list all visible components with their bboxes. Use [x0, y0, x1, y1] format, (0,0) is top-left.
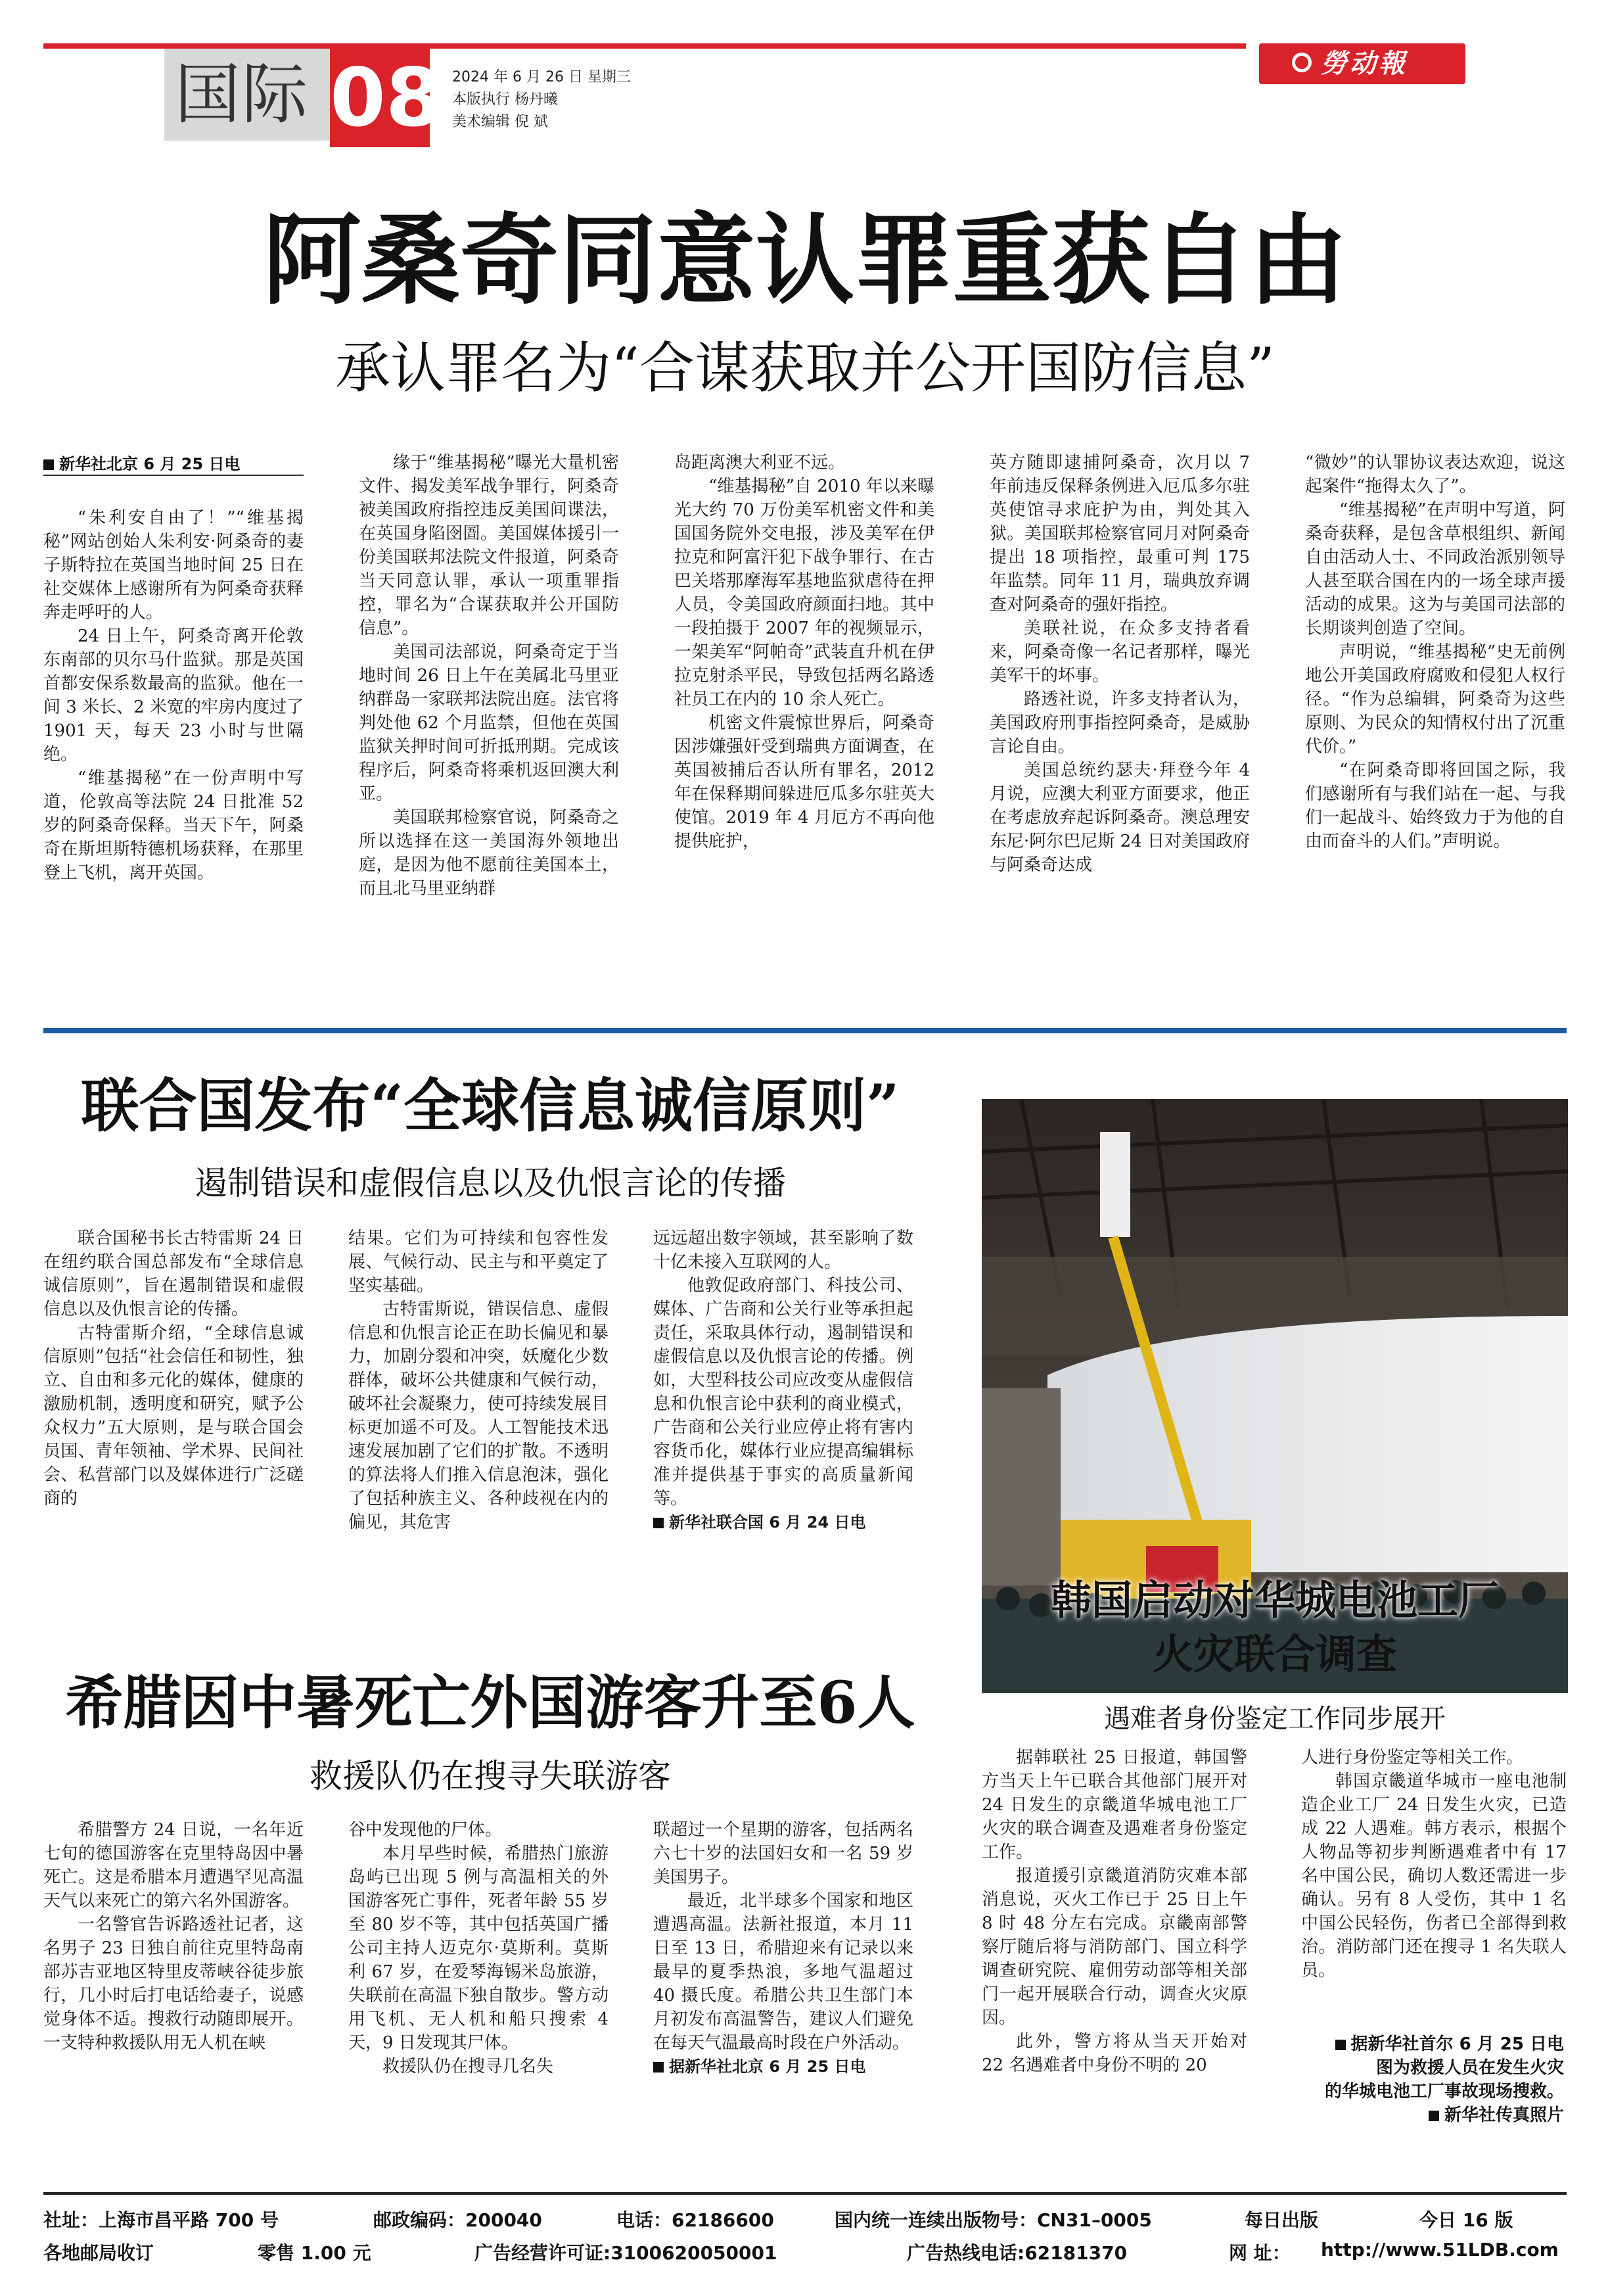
paragraph: 他敦促政府部门、科技公司、媒体、广告商和公关行业等承担起责任，采取具体行动，遏制错误和虚假信息以及仇恨言论的传播。例如，大型科技公司应改变从虚假信息和仇恨言论中获利的商业模式，广告商和公关行业应停止将有害内容货币化，媒体行业应提高编辑标准并提供基于事实的高质量新闻等。 — [653, 1276, 913, 1509]
paragraph: 据韩联社 25 日报道，韩国警方当天上午已联合其他部门展开对 24 日发生的京畿道华城电池工厂火灾的联合调查及遇难者身份鉴定工作。 — [982, 1748, 1247, 1862]
caption-dateline — [1275, 2032, 1564, 2056]
story3-dateline-text: 据新华社北京 6 月 25 日电 — [669, 2057, 866, 2076]
story4-subhead: 遇难者身份鉴定工作同步展开 — [1104, 1704, 1446, 1734]
paragraph: 最近，北半球多个国家和地区遭遇高温。法新社报道，本月 11 日至 13 日，希腊迎来有记录以来最早的夏季热浪，多地气温超过 40 摄氏度。希腊公共卫生部门本月初发布高温警告，建议人们避免在每天气温最高时段在户外活动。 — [653, 1891, 913, 2053]
paragraph: 古特雷斯说，错误信息、虚假信息和仇恨言论正在助长偏见和暴力，加剧分裂和冲突，妖魔化少数群体，破坏公共健康和气候行动，破坏社会凝聚力，使可持续发展目标更加遥不可及。人工智能技术迅速发展加剧了它们的扩散。不透明的算法将人们推入信息泡沫，强化了包括种族主义、各种歧视在内的偏见，其危害 — [348, 1300, 609, 1532]
dateline-square-icon — [43, 459, 54, 470]
story3-column-2 — [348, 1818, 609, 2078]
story4-column-2 — [1301, 1746, 1567, 1982]
paragraph: 机密文件震惊世界后，阿桑奇因涉嫌强奸受到瑞典方面调查，在英国被捕后否认所有罪名，2012 年在保释期间躲进厄瓜多尔驻英大使馆。2019 年 4 月厄方不再向他提供庇护， — [674, 713, 934, 851]
story3-column-1 — [43, 1818, 304, 2055]
credit-square-icon — [1429, 2111, 1439, 2121]
paragraph: 人进行身份鉴定等相关工作。 — [1301, 1748, 1524, 1768]
story1-subhead: 承认罪名为“合谋获取并公开国防信息” — [335, 336, 1275, 400]
paragraph: 希腊警方 24 日说，一名年近七旬的德国游客在克里特岛因中暑死亡。这是希腊本月遭遇罕见高温天气以来死亡的第六名外国游客。 — [43, 1820, 304, 1911]
dateline-square-icon — [653, 2062, 664, 2073]
paragraph: “维基揭秘”在一份声明中写道，伦敦高等法院 24 日批准 52 岁的阿桑奇保释。当天下午，阿桑奇在斯坦斯特德机场获释，在那里登上飞机，离开英国。 — [43, 768, 304, 883]
footer-post-office: 各地邮局收订 — [43, 2242, 154, 2264]
footer-postcode: 邮政编码：200040 — [373, 2209, 542, 2231]
story1-column-3 — [674, 451, 934, 853]
footer-retail-price: 零售 1.00 元 — [258, 2242, 371, 2264]
caption-dateline-text: 据新华社首尔 6 月 25 日电 — [1350, 2034, 1564, 2054]
story1-headline: 阿桑奇同意认罪重获自由 — [262, 202, 1347, 318]
paragraph: 英方随即逮捕阿桑奇，次月以 7 年前违反保释条例进入厄瓜多尔驻英使馆寻求庇护为由，判处其入狱。美国联邦检察官同月对阿桑奇提出 18 项指控，最重可判 175 年监禁。同年 11 月，瑞典放弃调查对阿桑奇的强奸指控。 — [990, 453, 1250, 615]
footer-daily: 每日出版 — [1245, 2209, 1319, 2231]
story2-column-3 — [653, 1227, 913, 1534]
footer-phone: 电话：62186600 — [616, 2209, 774, 2231]
paragraph: 远远超出数字领域，甚至影响了数十亿未接入互联网的人。 — [653, 1229, 913, 1272]
paragraph: 美国联邦检察官说，阿桑奇之所以选择在这一美国海外领地出庭，是因为他不愿前往美国本土，而且北马里亚纳群 — [359, 808, 619, 899]
footer-website[interactable]: http://www.51LDB.com — [1321, 2239, 1559, 2261]
logo-text: 勞动報 — [1321, 48, 1408, 79]
photo-caption — [1275, 2032, 1564, 2127]
paragraph: “朱利安自由了！”“维基揭秘”网站创始人朱利安·阿桑奇的妻子斯特拉在英国当地时间 25 日在社交媒体上感谢所有为阿桑奇获释奔走呼吁的人。 — [43, 508, 304, 622]
story1-column-2 — [359, 451, 619, 901]
story1-dateline — [43, 451, 304, 474]
logo-mark-icon — [1292, 53, 1312, 72]
paragraph: “微妙”的认罪协议表达欢迎，说这起案件“拖得太久了”。 — [1305, 453, 1565, 496]
paragraph: 本月早些时候，希腊热门旅游岛屿已出现 5 例与高温相关的外国游客死亡事件，死者年龄 55 岁至 80 岁不等，其中包括英国广播公司主持人迈克尔·莫斯利。莫斯利 67 岁，在爱琴海锡米岛旅游，失联前在高温下独自散步。警方动用飞机、无人机和船只搜索 4 天，9 日发现其尸体。 — [348, 1844, 609, 2053]
footer-ad-hotline: 广告热线电话:62181370 — [907, 2242, 1128, 2264]
paragraph: 岛距离澳大利亚不远。 — [674, 453, 846, 473]
story1-column-4 — [990, 451, 1250, 877]
paragraph: 美国总统约瑟夫·拜登今年 4 月说，应澳大利亚方面要求，他正在考虑放弃起诉阿桑奇。澳总理安东尼·阿尔巴尼斯 24 日对美国政府与阿桑奇达成 — [990, 761, 1250, 875]
caption-credit — [1275, 2103, 1564, 2127]
footer-address: 社址：上海市昌平路 700 号 — [43, 2209, 279, 2231]
paragraph: 路透社说，许多支持者认为，美国政府刑事指控阿桑奇，是威胁言论自由。 — [990, 690, 1250, 757]
dateline-rule — [43, 475, 304, 476]
paragraph: 联超过一个星期的游客，包括两名六七十岁的法国妇女和一名 59 岁美国男子。 — [653, 1820, 913, 1887]
art-editor-credit: 美术编辑 倪 斌 — [452, 114, 548, 130]
caption-line: 图为救援人员在发生火灾 — [1375, 2058, 1564, 2078]
paragraph: 结果。它们为可持续和包容性发展、气候行动、民主与和平奠定了坚实基础。 — [348, 1229, 609, 1296]
footer-rule — [43, 2192, 1567, 2195]
story1-dateline-text: 新华社北京 6 月 25 日电 — [59, 455, 241, 473]
paragraph: 美国司法部说，阿桑奇定于当地时间 26 日上午在美属北马里亚纳群岛一家联邦法院出庭。法官将判处他 62 个月监禁，但他在英国监狱关押时间可折抵刑期。完成该程序后，阿桑奇将乘机返回澳大利亚。 — [359, 642, 619, 804]
story2-column-2 — [348, 1227, 609, 1534]
paragraph: 谷中发现他的尸体。 — [348, 1820, 503, 1840]
paragraph: 古特雷斯介绍，“全球信息诚信原则”包括“社会信任和韧性，独立、自由和多元化的媒体，健康的激励机制，透明度和研究，赋予公众权力”五大原则，是与联合国会员国、青年领袖、学术界、民间社会、私营部门以及媒体进行广泛磋商的 — [43, 1323, 304, 1509]
story3-subhead: 救援队仍在搜寻失联游客 — [310, 1757, 671, 1795]
caption-line: 的华城电池工厂事故现场搜救。 — [1324, 2082, 1564, 2101]
paragraph: “维基揭秘”在声明中写道，阿桑奇获释，是包含草根组织、新闻自由活动人士、不同政治派别领导人甚至联合国在内的一场全球声援活动的成果。这为与美国司法部的长期谈判创造了空间。 — [1305, 500, 1565, 638]
dateline-square-icon — [653, 1518, 664, 1528]
paragraph: 联合国秘书长古特雷斯 24 日在纽约联合国总部发布“全球信息诚信原则”，旨在遏制错误和虚假信息以及仇恨言论的传播。 — [43, 1229, 304, 1319]
section-separator — [43, 1028, 1567, 1033]
story1-column-5 — [1305, 451, 1565, 853]
story2-dateline-text: 新华社联合国 6 月 24 日电 — [669, 1513, 866, 1532]
story2-headline: 联合国发布“全球信息诚信原则” — [81, 1071, 900, 1140]
footer-website-label: 网 址： — [1229, 2242, 1291, 2264]
story3-column-3 — [653, 1818, 913, 2078]
paragraph: 救援队仍在搜寻几名失 — [382, 2057, 554, 2076]
issue-date: 2024 年 6 月 26 日 星期三 — [452, 69, 631, 85]
footer-ad-license: 广告经营许可证:3100620050001 — [474, 2242, 777, 2264]
story3-dateline — [653, 2055, 913, 2078]
top-red-rule — [43, 43, 1246, 49]
footer-pages-today: 今日 16 版 — [1419, 2209, 1513, 2231]
story4-column-1 — [982, 1746, 1247, 2077]
paragraph: 声明说，“维基揭秘”史无前例地公开美国政府腐败和侵犯人权行径。“作为总编辑，阿桑奇为这些原则、为民众的知情权付出了沉重代价。” — [1305, 642, 1565, 757]
story2-column-1 — [43, 1227, 304, 1511]
paragraph: 此外，警方将从当天开始对 22 名遇难者中身份不明的 20 — [982, 2032, 1247, 2075]
story4-headline-line-1: 韩国启动对华城电池工厂 — [1050, 1576, 1499, 1624]
paragraph: “维基揭秘”自 2010 年以来曝光大约 70 万份美军机密文件和美国国务院外交电报，涉及美军在伊拉克和阿富汗犯下战争罪行、在古巴关塔那摩海军基地监狱虐待在押人员，令美国政府颜面扫地。其中一段拍摄于 2007 年的视频显示，一架美军“阿帕奇”武装直升机在伊拉克射杀平民，导致包括两名路透社员工在内的 10 余人死亡。 — [674, 477, 934, 709]
caption-credit-text: 新华社传真照片 — [1444, 2105, 1564, 2125]
section-name: 国际 — [175, 56, 309, 133]
paragraph: “在阿桑奇即将回国之际，我们感谢所有与我们站在一起、与我们一起战斗、始终致力于为他的自由而奋斗的人们。”声明说。 — [1305, 761, 1565, 851]
editor-credit: 本版执行 杨丹曦 — [452, 91, 558, 108]
paragraph: 报道援引京畿道消防灾难本部消息说，灭火工作已于 25 日上午 8 时 48 分左右完成。京畿南部警察厅随后将与消防部门、国立科学调查研究院、雇佣劳动部等相关部门一起开展联合行动，调查火灾原因。 — [982, 1866, 1247, 2028]
paragraph: 缘于“维基揭秘”曝光大量机密文件、揭发美军战争罪行，阿桑奇被美国政府指控违反美国间谍法，在英国身陷囹圄。美国媒体援引一份美国联邦法院文件报道，阿桑奇当天同意认罪，承认一项重罪指控，罪名为“合谋获取并公开国防信息”。 — [359, 453, 619, 638]
story3-headline: 希腊因中暑死亡外国游客升至6人 — [65, 1668, 915, 1737]
story2-dateline — [653, 1511, 913, 1534]
paragraph: 一名警官告诉路透社记者，这名男子 23 日独自前往克里特岛南部苏吉亚地区特里皮蒂峡谷徒步旅行，几小时后打电话给妻子，说感觉身体不适。搜救行动随即展开。一支特种救援队用无人机在峡 — [43, 1915, 304, 2053]
story2-subhead: 遏制错误和虚假信息以及仇恨言论的传播 — [195, 1164, 786, 1202]
footer-cn-number: 国内统一连续出版物号：CN31–0005 — [835, 2209, 1152, 2231]
paragraph: 24 日上午，阿桑奇离开伦敦东南部的贝尔马什监狱。那是英国首都安保系数最高的监狱。他在一间 3 米长、2 米宽的牢房内度过了 1901 天，每天 23 小时与世隔绝。 — [43, 626, 304, 764]
story1-column-1 — [43, 506, 304, 885]
paragraph: 美联社说，在众多支持者看来，阿桑奇像一名记者那样，曝光美军干的坏事。 — [990, 619, 1250, 686]
dateline-square-icon — [1335, 2040, 1346, 2050]
story4-headline-line-2: 火灾联合调查 — [1152, 1630, 1397, 1678]
paragraph: 韩国京畿道华城市一座电池制造企业工厂 24 日发生火灾，已造成 22 人遇难。韩方表示，根据个人物品等初步判断遇难者中有 17 名中国公民，确切人数还需进一步确认。另有 8 人受伤，其中 1 名中国公民轻伤，伤者已全部得到救治。消防部门还在搜寻 1 名失联人员。 — [1301, 1771, 1567, 1980]
page-number: 08 — [330, 51, 442, 145]
